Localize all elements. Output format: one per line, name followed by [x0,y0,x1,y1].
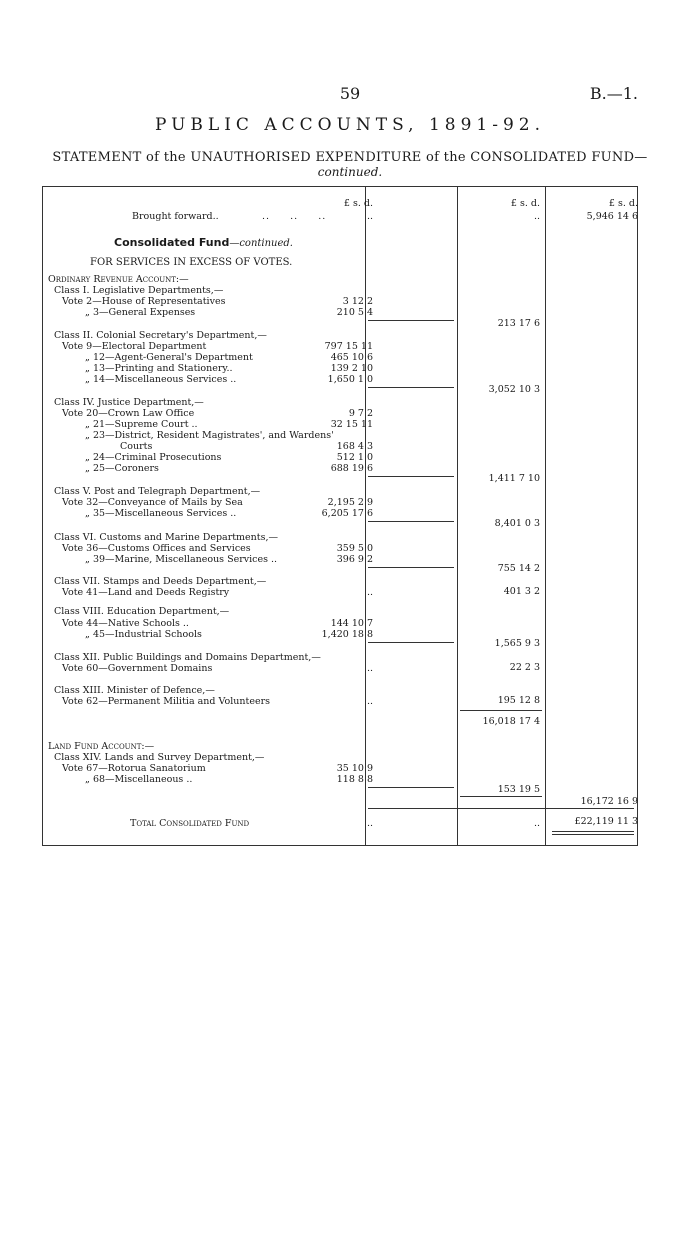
page-number: 59 [339,84,361,103]
vote-23-label: „ 23—District, Resident Magistrates', and Wardens' [85,430,334,441]
class-5-total: 8,401 0 3 [494,518,540,529]
class-5-label: Class V. Post and Telegraph Department,— [54,486,261,497]
class-1-total: 213 17 6 [497,318,540,329]
table-right-border [637,186,638,846]
vote-24-label: „ 24—Criminal Prosecutions [85,452,222,463]
vote-32-amount: 2,195 2 9 [327,497,373,508]
class-14-total: 153 19 5 [497,784,540,795]
vote-21-label: „ 21—Supreme Court .. [85,419,198,430]
vote-12-label: „ 12—Agent-General's Department [85,352,253,363]
class-13-label: Class XIII. Minister of Defence,— [54,685,215,696]
class-14-label: Class XIV. Lands and Survey Department,— [54,752,265,763]
subtotal-rule [368,521,454,522]
brought-forward-label: Brought forward.. [132,211,219,222]
vote-36-amount: 359 5 0 [336,543,373,554]
double-rule-2 [552,834,634,835]
vote-14-amount: 1,650 1 0 [327,374,373,385]
vote-9-label: Vote 9—Electoral Department [62,341,207,352]
vote-67-amount: 35 10 9 [336,763,373,774]
subtotal-rule [460,710,542,711]
section-title: Consolidated Fund—continued. [114,236,293,249]
vote-41-label: Vote 41—Land and Deeds Registry [62,587,230,598]
subtotal-rule [368,387,454,388]
double-rule-1 [552,831,634,832]
vote-25-label: „ 25—Coroners [85,463,159,474]
vote-36-label: Vote 36—Customs Offices and Services [62,543,251,554]
vote-39-label: „ 39—Marine, Miscellaneous Services .. [85,554,278,565]
vote-68-label: „ 68—Miscellaneous .. [85,774,193,785]
vote-20-label: Vote 20—Crown Law Office [62,408,195,419]
class-6-total: 755 14 2 [497,563,540,574]
leader-dots: .. .. .. [262,211,327,222]
class-4-label: Class IV. Justice Department,— [54,397,204,408]
column-divider-2 [457,186,458,846]
class-7-label: Class VII. Stamps and Deeds Department,— [54,576,267,587]
page-title: PUBLIC ACCOUNTS, 1891-92. [154,115,546,135]
vote-35-label: „ 35—Miscellaneous Services .. [85,508,237,519]
vote-23-amount: 168 4 3 [336,441,373,452]
column-divider-3 [545,186,546,846]
vote-2-amount: 3 12 2 [342,296,373,307]
ordinary-revenue-heading: Ordinary Revenue Account:— [48,274,189,285]
vote-41-amount: .. [366,587,373,598]
vote-9-amount: 797 15 11 [324,341,373,352]
statement-heading: STATEMENT of the UNAUTHORISED EXPENDITURE of the CONSOLIDATED FUND— [52,150,648,165]
vote-62-amount: .. [366,696,373,707]
class-2-label: Class II. Colonial Secretary's Department,— [54,330,267,341]
class-8-total: 1,565 9 3 [494,638,540,649]
brought-forward-c3: 5,946 14 6 [586,211,638,222]
class-13-total: 195 12 8 [497,695,540,706]
table-bottom-rule [42,845,638,846]
vote-32-label: Vote 32—Conveyance of Mails by Sea [62,497,243,508]
vote-24-amount: 512 1 0 [336,452,373,463]
vote-21-amount: 32 15 11 [330,419,373,430]
vote-25-amount: 688 19 6 [330,463,373,474]
total-rule [368,808,634,809]
vote-60-amount: .. [366,663,373,674]
vote-35-amount: 6,205 17 6 [321,508,373,519]
vote-68-amount: 118 8 8 [336,774,373,785]
class-2-total: 3,052 10 3 [488,384,540,395]
vote-62-label: Vote 62—Permanent Militia and Volunteers [62,696,270,707]
brought-forward-c1: .. [366,211,373,222]
vote-45-amount: 1,420 18 8 [321,629,373,640]
class-7-total: 401 3 2 [503,586,540,597]
statement-continued: continued. [317,165,383,179]
total-label: Total Consolidated Fund [130,818,250,829]
class-1-label: Class I. Legislative Departments,— [54,285,224,296]
subtotal-rule [368,476,454,477]
vote-14-label: „ 14—Miscellaneous Services .. [85,374,237,385]
subtotal-rule [368,567,454,568]
column-header-3: £ s. d. [608,198,638,209]
vote-20-amount: 9 7 2 [348,408,373,419]
vote-3-label: „ 3—General Expenses [85,307,196,318]
class-12-total: 22 2 3 [509,662,540,673]
subtotal-rule [368,320,454,321]
grand-subtotal: 16,172 16 9 [580,796,638,807]
vote-60-label: Vote 60—Government Domains [62,663,213,674]
subtotal-rule [460,796,542,797]
class-6-label: Class VI. Customs and Marine Departments,— [54,532,279,543]
brought-forward-c2: .. [533,211,540,222]
subtotal-rule [368,642,454,643]
subtotal-rule [368,787,454,788]
vote-13-label: „ 13—Printing and Stationery.. [85,363,233,374]
class-4-total: 1,411 7 10 [488,473,540,484]
class-8-label: Class VIII. Education Department,— [54,606,230,617]
table-top-rule [42,186,638,187]
section-subtitle: FOR SERVICES IN EXCESS OF VOTES. [90,257,293,268]
vote-3-amount: 210 5 4 [336,307,373,318]
vote-13-amount: 139 2 10 [330,363,373,374]
total-c2: .. [533,818,540,829]
land-fund-heading: Land Fund Account:— [48,741,155,752]
vote-67-label: Vote 67—Rotorua Sanatorium [62,763,206,774]
vote-2-label: Vote 2—House of Representatives [62,296,226,307]
vote-44-label: Vote 44—Native Schools .. [62,618,189,629]
vote-23-label-cont: Courts [120,441,153,452]
table-left-border [42,186,43,846]
vote-44-amount: 144 10 7 [330,618,373,629]
vote-12-amount: 465 10 6 [330,352,373,363]
ordinary-revenue-total: 16,018 17 4 [482,716,540,727]
total-c1: .. [366,818,373,829]
column-header-1: £ s. d. [343,198,373,209]
vote-39-amount: 396 9 2 [336,554,373,565]
class-12-label: Class XII. Public Buildings and Domains Department,— [54,652,321,663]
vote-45-label: „ 45—Industrial Schools [85,629,202,640]
document-reference: B.—1. [589,84,638,103]
column-header-2: £ s. d. [510,198,540,209]
total-amount: £22,119 11 3 [574,816,638,827]
